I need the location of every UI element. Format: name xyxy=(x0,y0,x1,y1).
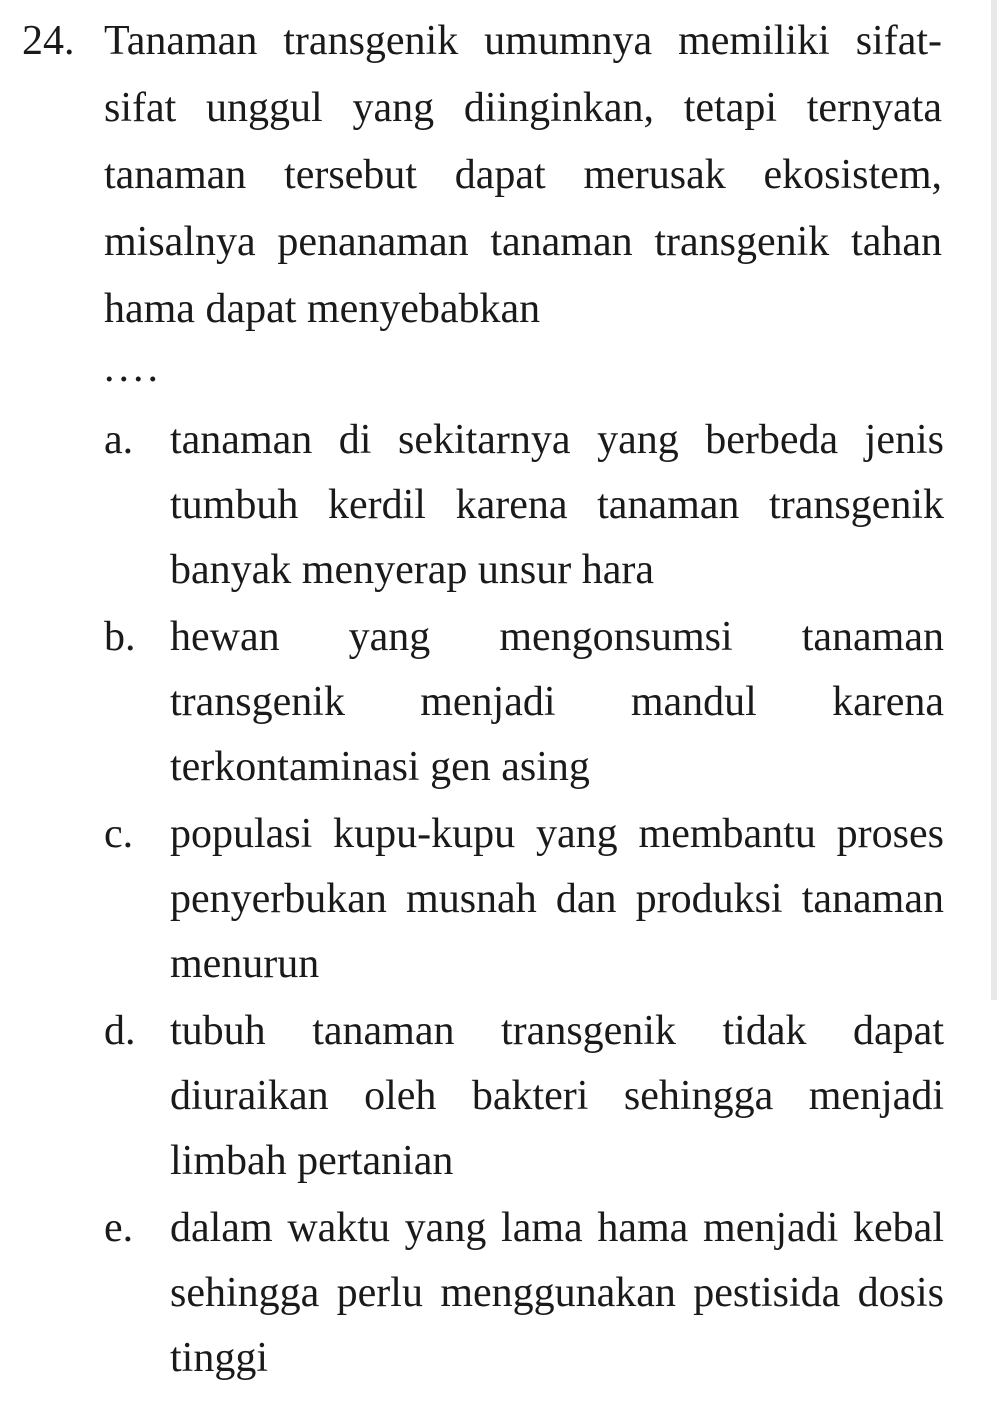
question-ellipsis: .... xyxy=(104,345,162,391)
option-e[interactable] xyxy=(104,1196,944,1391)
option-b[interactable] xyxy=(104,605,944,800)
option-text: hewan yang mengonsumsi tanaman transgenik menjadi mandul karena terkontaminasi gen asing xyxy=(170,614,944,790)
option-letter: b. xyxy=(104,614,136,660)
option-a[interactable] xyxy=(104,408,944,603)
option-text: dalam waktu yang lama hama menjadi kebal sehingga perlu menggunakan pestisida dosis tinggi xyxy=(170,1205,944,1381)
option-text: tanaman di sekitarnya yang berbeda jenis tumbuh kerdil karena tanaman transgenik banyak menyerap unsur hara xyxy=(170,417,944,593)
question-number: 24. xyxy=(22,18,75,64)
option-letter: a. xyxy=(104,417,134,463)
option-letter: c. xyxy=(104,811,134,857)
question-text: Tanaman transgenik umumnya memiliki sifat-sifat unggul yang diinginkan, tetapi ternyata tanaman tersebut dapat merusak ekosistem, misalnya penanaman tanaman transgenik tahan hama dapat menyebabkan xyxy=(104,18,942,332)
option-text: tubuh tanaman transgenik tidak dapat diuraikan oleh bakteri sehingga menjadi limbah pertanian xyxy=(170,1008,944,1184)
question-24 xyxy=(22,8,942,403)
answer-options xyxy=(104,408,944,1393)
scan-edge xyxy=(991,0,997,1000)
option-text: populasi kupu-kupu yang membantu proses penyerbukan musnah dan produksi tanaman menurun xyxy=(170,811,944,987)
option-letter: e. xyxy=(104,1205,134,1251)
option-c[interactable] xyxy=(104,802,944,997)
option-d[interactable] xyxy=(104,999,944,1194)
option-letter: d. xyxy=(104,1008,136,1054)
